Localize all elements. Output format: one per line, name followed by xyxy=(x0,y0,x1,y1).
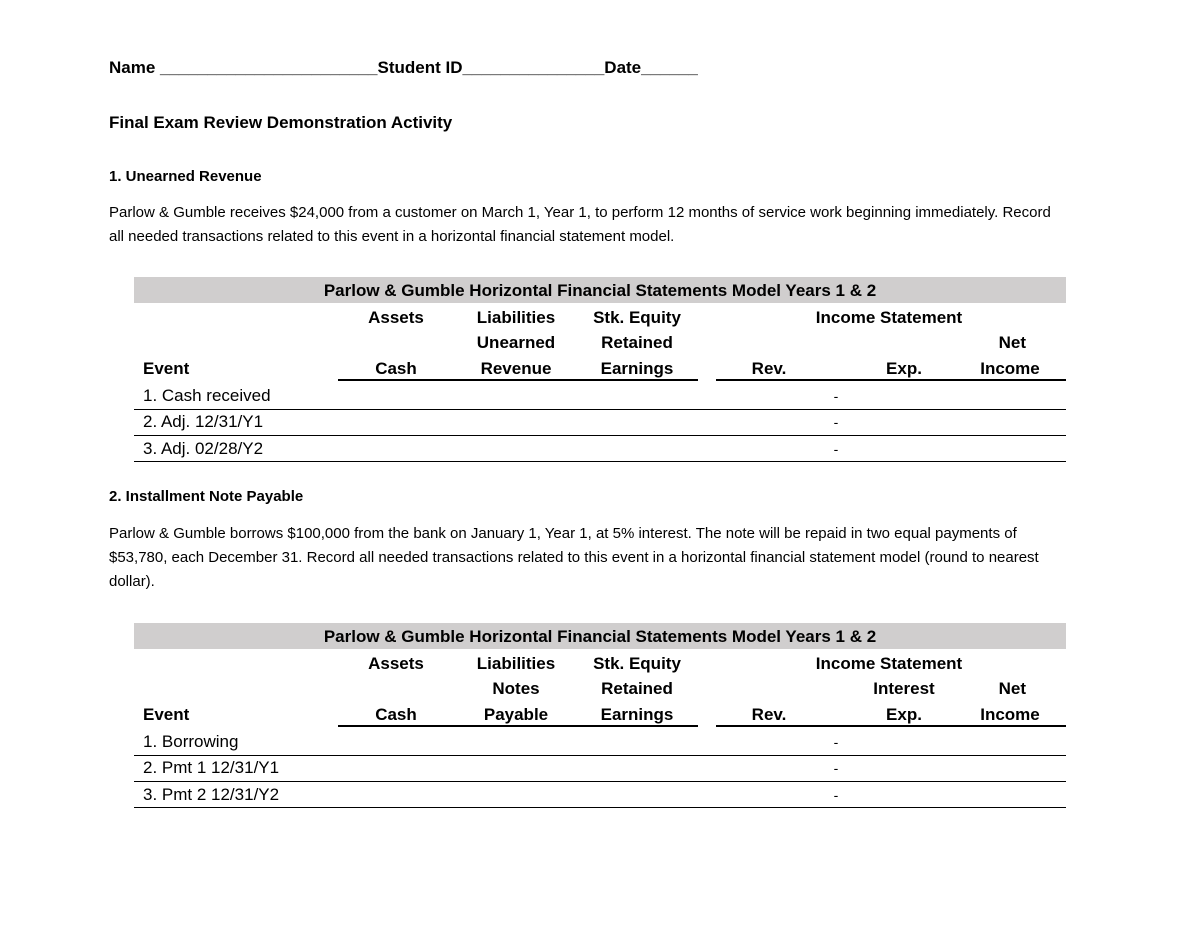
col-header-cash: Cash xyxy=(375,359,417,378)
income-statement-underline xyxy=(716,379,1066,381)
table-row-expense-dash: - xyxy=(833,734,839,750)
col-header-revenue: Rev. xyxy=(751,359,787,378)
table-title: Parlow & Gumble Horizontal Financial Statements Model Years 1 & 2 xyxy=(134,277,1066,303)
table-row-expense-dash: - xyxy=(833,787,839,803)
header-assets: Assets xyxy=(368,308,424,327)
section-heading-installment-note: 2. Installment Note Payable xyxy=(109,488,304,505)
col-header-liability: Revenue xyxy=(480,359,552,378)
row-divider xyxy=(134,781,1066,782)
table-row-event: 3. Adj. 02/28/Y2 xyxy=(143,439,264,458)
horizontal-model-table-1 xyxy=(134,277,1066,464)
horizontal-model-table-2 xyxy=(134,623,1066,810)
header-stk-equity: Stk. Equity xyxy=(593,654,681,673)
row-divider xyxy=(134,435,1066,436)
table-row-event: 1. Cash received xyxy=(143,386,271,405)
col-header-net-income: Income xyxy=(980,705,1040,724)
section-heading-unearned-revenue: 1. Unearned Revenue xyxy=(109,168,262,185)
row-divider xyxy=(134,461,1066,462)
col-header-net-income: Income xyxy=(980,359,1040,378)
header-income-statement: Income Statement xyxy=(815,654,963,673)
balance-sheet-underline xyxy=(338,379,698,381)
col-header-liability: Payable xyxy=(483,705,549,724)
subheader-equity: Retained xyxy=(601,333,673,352)
subheader-liabilities: Unearned xyxy=(476,333,556,352)
col-header-expense: Exp. xyxy=(886,359,922,378)
col-header-equity: Earnings xyxy=(600,359,674,378)
header-income-statement: Income Statement xyxy=(815,308,963,327)
row-divider xyxy=(134,807,1066,808)
subheader-expense: Interest xyxy=(873,679,935,698)
col-header-event: Event xyxy=(143,705,190,724)
section-paragraph-unearned-revenue: Parlow & Gumble receives $24,000 from a customer on March 1, Year 1, to perform 12 months of service work beginning immediately. Record all needed transactions related to this event in a horizontal financial statement model. xyxy=(109,204,1051,245)
col-header-equity: Earnings xyxy=(600,705,674,724)
section-paragraph-installment-note: Parlow & Gumble borrows $100,000 from the bank on January 1, Year 1, at 5% interest. The note will be repaid in two equal payments of $53,780, each December 31. Record all needed transactions related to this event in a horizontal financial statement model (round to nearest dollar). xyxy=(109,525,1039,590)
table-row-event: 1. Borrowing xyxy=(143,732,239,751)
name-id-date-line: Name _______________________Student ID_______________Date______ xyxy=(109,58,698,77)
header-stk-equity: Stk. Equity xyxy=(593,308,681,327)
page-title: Final Exam Review Demonstration Activity xyxy=(109,113,453,132)
table-row-expense-dash: - xyxy=(833,760,839,776)
col-header-event: Event xyxy=(143,359,190,378)
subheader-net: Net xyxy=(998,333,1026,352)
row-divider xyxy=(134,755,1066,756)
row-divider xyxy=(134,409,1066,410)
table-title: Parlow & Gumble Horizontal Financial Statements Model Years 1 & 2 xyxy=(134,623,1066,649)
col-header-expense: Exp. xyxy=(886,705,922,724)
income-statement-underline xyxy=(716,725,1066,727)
col-header-revenue: Rev. xyxy=(751,705,787,724)
table-row-event: 3. Pmt 2 12/31/Y2 xyxy=(143,785,280,804)
header-assets: Assets xyxy=(368,654,424,673)
balance-sheet-underline xyxy=(338,725,698,727)
subheader-liabilities: Notes xyxy=(492,679,540,698)
table-row-expense-dash: - xyxy=(833,441,839,457)
table-row-event: 2. Adj. 12/31/Y1 xyxy=(143,412,264,431)
subheader-equity: Retained xyxy=(601,679,673,698)
table-row-expense-dash: - xyxy=(833,414,839,430)
col-header-cash: Cash xyxy=(375,705,417,724)
header-liabilities: Liabilities xyxy=(476,308,556,327)
subheader-net: Net xyxy=(998,679,1026,698)
table-row-event: 2. Pmt 1 12/31/Y1 xyxy=(143,758,280,777)
header-liabilities: Liabilities xyxy=(476,654,556,673)
table-row-expense-dash: - xyxy=(833,388,839,404)
